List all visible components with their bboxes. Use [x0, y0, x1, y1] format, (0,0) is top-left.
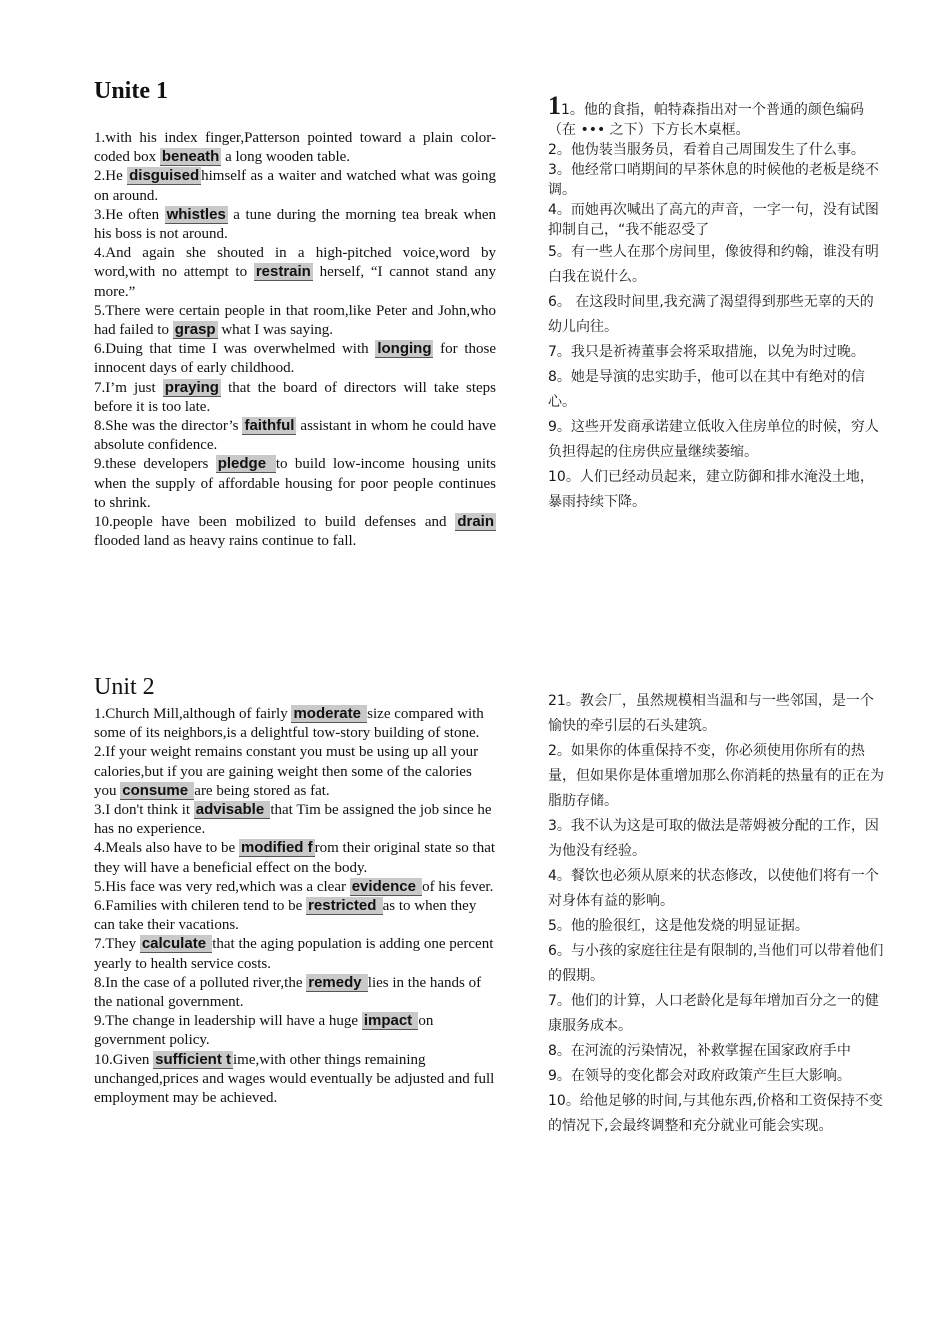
sentence-text-before: 7.They	[94, 936, 140, 953]
unit2-sentence-list	[94, 705, 498, 1108]
sentence-text-after: a tune during the morning tea break when his boss is not around.	[94, 206, 496, 243]
unit1-english-column	[94, 78, 496, 551]
sentence	[94, 244, 496, 302]
sentence-text-before: 3.He often	[94, 206, 165, 223]
keyword-highlight: longing	[377, 340, 432, 358]
translation-line	[548, 365, 884, 415]
sentence-text-after: what I was saying.	[217, 322, 333, 339]
translation-text: 4。而她再次喊出了高亢的声音，一字一句，没有试图抑制自己，“我不能忍受了	[548, 202, 879, 238]
sentence-text-before: 10.Given	[94, 1051, 154, 1068]
translation-line	[548, 91, 884, 140]
translation-line	[548, 465, 884, 490]
translation-marker: 1	[548, 91, 561, 120]
sentence-text-before: 8.In the case of a polluted river,the	[94, 974, 307, 991]
translation-line	[548, 290, 884, 340]
sentence	[94, 705, 498, 743]
keyword-highlight: impact	[363, 1012, 417, 1030]
keyword-highlight: calculate	[141, 935, 211, 953]
sentence	[94, 935, 498, 973]
unit1-translation-list	[548, 91, 884, 515]
translation-text: 5。有一些人在那个房间里，像彼得和约翰，谁没有明白我在说什么。	[548, 244, 879, 285]
sentence	[94, 897, 498, 935]
translation-text: 1。他的食指，帕特森指出对一个普通的颜色编码（在 ••• 之下）下方长木桌框。	[548, 102, 864, 138]
translation-text: 10。人们已经动员起来，建立防御和排水淹没土地，	[548, 469, 874, 485]
sentence-text-before: 3.I don't think it	[94, 802, 194, 819]
keyword-highlight: disguised	[129, 167, 200, 185]
sentence-text-after: to build low-income housing units when the supply of affordable housing for poor people continues to shrink.	[94, 456, 497, 511]
sentence-text-before: 4.And again she shouted in a high-pitched voice,word by word,with no attempt to	[94, 245, 496, 281]
sentence-text-before: 5.There were certain people in that room,like Peter and John,who had failed to	[94, 302, 496, 339]
translation-text: 8。她是导演的忠实助手，他可以在其中有绝对的信心。	[548, 369, 865, 410]
sentence-text-before: 5.His face was very red,which was a clear	[94, 878, 350, 895]
sentence-text-after: as to when they can take their vacations.	[94, 898, 477, 934]
sentence	[94, 129, 496, 167]
translation-line	[548, 340, 884, 365]
keyword-highlight: modified f	[240, 839, 313, 857]
translation-line	[548, 490, 884, 515]
sentence-text-after: ime,with other things remaining unchanged,prices and wages would eventually be adjusted and full employment may be achieved.	[94, 1051, 495, 1107]
keyword-highlight: whistles	[166, 205, 226, 223]
sentence	[94, 302, 496, 340]
sentence-text-after: that the board of directors will take steps before it is too late.	[94, 379, 496, 415]
keyword-highlight: restricted	[308, 897, 381, 915]
sentence-text-after: on government policy.	[94, 1013, 434, 1049]
translation-line: 4。餐饮也必须从原来的状态修改，以使他们将有一个对身体有益的影响。	[548, 868, 879, 909]
sentence-text-after: that Tim be assigned the job since he has no experience.	[94, 802, 492, 838]
translation-line: 6。与小孩的家庭往往是有限制的,当他们可以带着他们的假期。	[548, 943, 884, 984]
translation-line: 9。在领导的变化都会对政府政策产生巨大影响。	[548, 1068, 851, 1084]
keyword-highlight: pledge	[217, 455, 274, 473]
keyword-highlight: moderate	[293, 705, 366, 722]
sentence-text-after: lies in the hands of the national government.	[94, 974, 482, 1011]
unit2-english-column	[94, 674, 498, 1108]
sentence	[94, 167, 496, 205]
sentence	[94, 340, 496, 378]
translation-text: 9。这些开发商承诺建立低收入住房单位的时候，穷人负担得起的住房供应量继续萎缩。	[548, 419, 879, 460]
sentence	[94, 455, 496, 513]
sentence	[94, 206, 496, 244]
sentence	[94, 379, 496, 417]
keyword-highlight: faithful	[244, 417, 295, 435]
sentence-text-before: 1.Church Mill,although of fairly	[94, 706, 292, 722]
keyword-highlight: sufficient t	[155, 1050, 232, 1068]
keyword-highlight: grasp	[174, 321, 216, 339]
translation-text: 2。他伪装当服务员，看着自己周围发生了什么事。3。他经常口哨期间的早茶休息的时候他的老板是绕不调。	[548, 142, 879, 198]
keyword-highlight: beneath	[161, 148, 220, 166]
sentence-text-after: rom their original state so that they will have a beneficial effect on the body.	[94, 840, 496, 876]
sentence-text-before: 6.Families with chileren tend to be	[94, 898, 307, 915]
translation-line: 7。他们的计算，人口老龄化是每年增加百分之一的健康服务成本。	[548, 993, 879, 1034]
sentence-text-after: flooded land as heavy rains continue to fall.	[94, 533, 357, 550]
sentence-text-before: 9.these developers	[94, 456, 216, 473]
sentence-text-before: 8.She was the director’s	[94, 418, 243, 435]
sentence-text-after: for those innocent days of early childhood.	[94, 341, 497, 377]
keyword-highlight: restrain	[255, 263, 311, 281]
sentence	[94, 839, 498, 877]
sentence-text-after: size compared with some of its neighbors,is a delightful tow-story building of stone.	[94, 706, 484, 742]
sentence-text-before: 7.I’m just	[94, 379, 163, 396]
translation-text: 7。我只是祈祷董事会将采取措施，以免为时过晚。	[548, 344, 865, 360]
sentence-text-before: 9.The change in leadership will have a huge	[94, 1013, 362, 1030]
sentence-text-after: assistant in whom he could have absolute confidence.	[94, 418, 497, 454]
unit2-translation-column	[548, 689, 884, 1139]
sentence-text-after: a long wooden table.	[221, 149, 351, 166]
translation-line: 8。在河流的污染情况，补救掌握在国家政府手中	[548, 1043, 851, 1059]
sentence	[94, 417, 496, 455]
unit1-sentence-list	[94, 129, 496, 551]
sentence-text-before: 1.with his index finger,Patterson pointed toward a plain color-coded box	[94, 130, 496, 166]
sentence	[94, 743, 498, 801]
sentence-text-before: 2.If your weight remains constant you must be using up all your calories,but if you are gaining weight then some of the calories you	[94, 744, 479, 799]
unit1-translation-column	[548, 91, 884, 515]
sentence-text-after: himself as a waiter and watched what was going on around.	[94, 168, 496, 204]
translation-line	[548, 415, 884, 465]
translation-line: 21。教会厂，虽然规模相当温和与一些邻国，是一个愉快的牵引层的石头建筑。	[548, 693, 874, 734]
sentence-text-after: of his fever.	[422, 878, 494, 895]
sentence-text-after: are being stored as fat.	[194, 782, 330, 799]
sentence-text-before: 10.people have been mobilized to build defenses and	[94, 514, 456, 531]
sentence	[94, 1012, 498, 1050]
keyword-highlight: remedy	[308, 973, 366, 991]
keyword-highlight: evidence	[351, 877, 421, 895]
translation-line: 10。给他足够的时间,与其他东西,价格和工资保持不变的情况下,会最终调整和充分就业可能会实现。	[548, 1093, 883, 1134]
keyword-highlight: drain	[457, 513, 494, 531]
translation-line	[548, 140, 884, 200]
translation-text: 6。 在这段时间里,我充满了渴望得到那些无辜的天的幼儿向往。	[548, 294, 874, 335]
sentence-text-before: 6.Duing that time I was overwhelmed with	[94, 341, 376, 358]
unit2-title: Unit 2	[94, 674, 155, 700]
sentence-text-before: 4.Meals also have to be	[94, 840, 239, 857]
sentence	[94, 1051, 498, 1109]
sentence	[94, 974, 498, 1012]
translation-line	[548, 240, 884, 290]
sentence-text-after: that the aging population is adding one percent yearly to health service costs.	[94, 936, 494, 972]
translation-line: 2。如果你的体重保持不变，你必须使用你所有的热量，但如果你是体重增加那么你消耗的热量有的正在为脂肪存储。	[548, 743, 884, 809]
translation-text: 暴雨持续下降。	[548, 494, 646, 510]
translation-line: 5。他的脸很红，这是他发烧的明显证据。	[548, 918, 809, 934]
keyword-highlight: consume	[122, 781, 193, 799]
sentence	[94, 878, 498, 897]
sentence-text-before: 2.He	[94, 168, 128, 185]
sentence	[94, 801, 498, 839]
sentence	[94, 513, 496, 551]
keyword-highlight: advisable	[195, 801, 269, 819]
unit2-translation-list	[548, 689, 884, 1139]
translation-line	[548, 200, 884, 240]
sentence-text-after: herself, “I cannot stand any more.”	[94, 264, 496, 300]
translation-line: 3。我不认为这是可取的做法是蒂姆被分配的工作，因为他没有经验。	[548, 818, 879, 859]
keyword-highlight: praying	[164, 378, 219, 396]
unit1-title: Unite 1	[94, 78, 168, 104]
